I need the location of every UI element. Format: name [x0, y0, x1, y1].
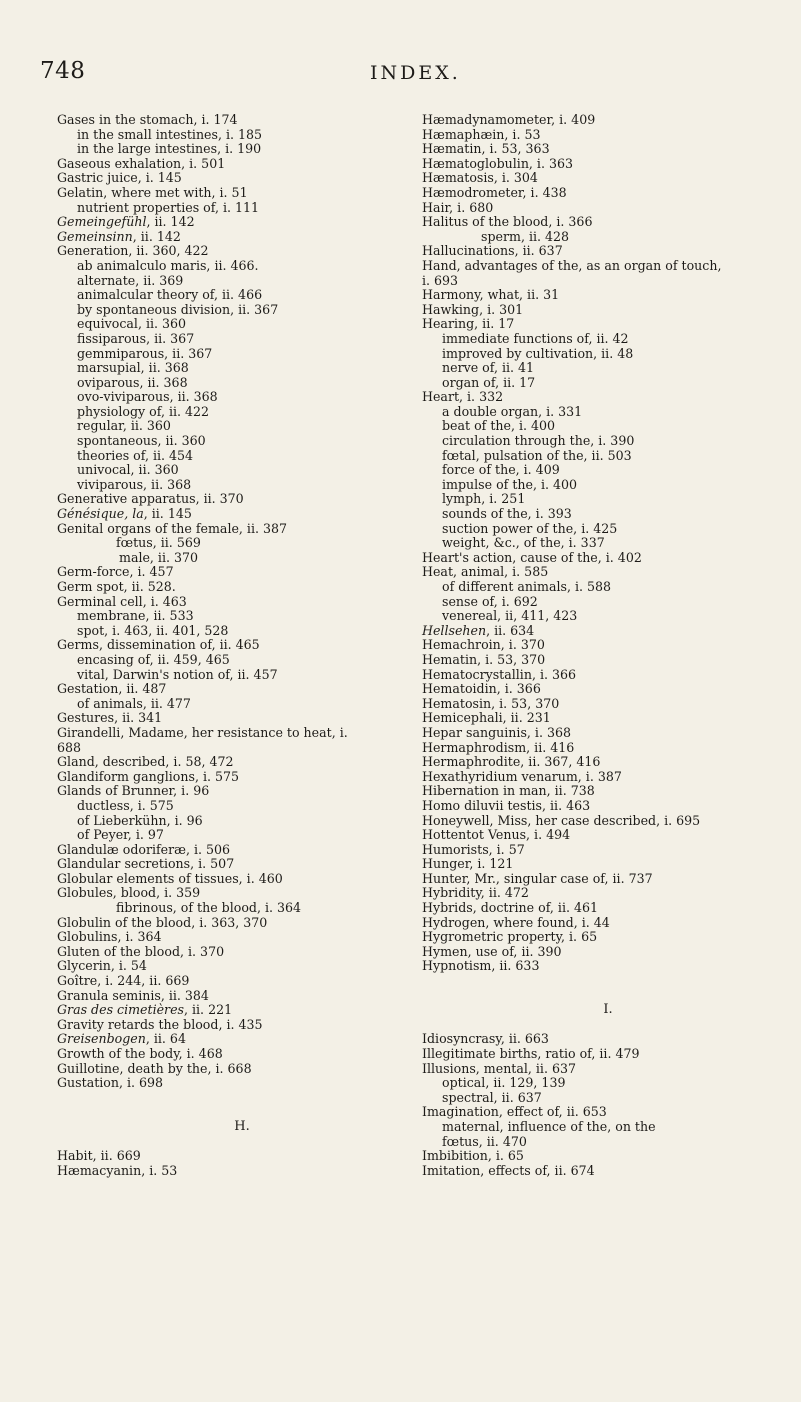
spacer	[57, 1091, 427, 1106]
index-subentry: venereal, ii, 411, 423	[442, 608, 578, 624]
index-entry: Hematocrystallin, i. 366	[422, 666, 577, 682]
index-subentry: of Peyer, i. 97	[77, 827, 164, 843]
index-entry: Génésique, la, ii. 145	[57, 506, 192, 522]
index-entry: Hymen, use of, ii. 390	[422, 943, 562, 959]
index-entry: Hibernation in man, ii. 738	[422, 783, 595, 799]
index-entry: Halitus of the blood, i. 366	[422, 214, 593, 230]
index-entry: Hermaphrodite, ii. 367, 416	[422, 754, 601, 770]
index-subentry: gemmiparous, ii. 367	[77, 345, 213, 361]
index-column-left	[57, 113, 427, 1178]
index-entry: Glycerin, i. 54	[57, 958, 147, 974]
index-entry: Gland, described, i. 58, 472	[57, 754, 234, 770]
index-entry: i. 693	[422, 272, 459, 288]
index-subentry: in the large intestines, i. 190	[77, 141, 262, 157]
index-subentry: marsupial, ii. 368	[77, 360, 189, 376]
index-entry: Gelatin, where met with, i. 51	[57, 184, 248, 200]
index-entry: Gestation, ii. 487	[57, 681, 167, 697]
italic-term: Greisenbogen	[57, 1031, 146, 1047]
section-letter: H.	[234, 1118, 250, 1134]
index-subentry: optical, ii. 129, 139	[442, 1075, 566, 1091]
index-subentry: sperm, ii. 428	[481, 228, 570, 244]
index-entry: Heart, i. 332	[422, 389, 504, 405]
index-entry: Hæmatoglobulin, i. 363	[422, 155, 574, 171]
index-entry: Germ-force, i. 457	[57, 564, 174, 580]
running-head: INDEX.	[370, 62, 461, 84]
page-header	[0, 58, 801, 98]
index-subentry: a double organ, i. 331	[442, 403, 583, 419]
index-entry: Globulins, i. 364	[57, 929, 162, 945]
index-entry: Gras des cimetières, ii. 221	[57, 1002, 233, 1018]
index-entry: Heat, animal, i. 585	[422, 564, 549, 580]
index-entry: Hæmodrometer, i. 438	[422, 184, 567, 200]
spacer	[57, 1135, 427, 1150]
index-subentry: sense of, i. 692	[442, 593, 538, 609]
index-entry: Harmony, what, ii. 31	[422, 287, 560, 303]
index-entry: Girandelli, Madame, her resistance to heat, i.	[57, 724, 348, 740]
index-entry: Imagination, effect of, ii. 653	[422, 1104, 607, 1120]
page-number: 748	[40, 58, 86, 84]
index-entry: Hermaphrodism, ii. 416	[422, 739, 575, 755]
index-entry: Gravity retards the blood, i. 435	[57, 1016, 263, 1032]
index-entry: Illegitimate births, ratio of, ii. 479	[422, 1046, 640, 1061]
index-subentry: by spontaneous division, ii. 367	[77, 301, 279, 317]
index-subentry: immediate functions of, ii. 42	[442, 330, 629, 346]
index-subentry: encasing of, ii. 459, 465	[77, 651, 230, 667]
index-entry: Gastric juice, i. 145	[57, 170, 182, 186]
index-subentry: regular, ii. 360	[77, 418, 171, 434]
index-entry: Habit, ii. 669	[57, 1148, 141, 1164]
index-entry: Gemeingefühl, ii. 142	[57, 214, 195, 230]
section-letter: I.	[603, 1002, 613, 1018]
index-entry: Hæmatosis, i. 304	[422, 170, 538, 186]
index-subentry: animalcular theory of, ii. 466	[77, 287, 263, 303]
index-subentry: fissiparous, ii. 367	[77, 330, 195, 346]
index-subentry: weight, &c., of the, i. 337	[442, 535, 605, 551]
index-entry: Growth of the body, i. 468	[57, 1046, 223, 1061]
index-entry: Glandular secretions, i. 507	[57, 856, 235, 872]
index-entry: Hybridity, ii. 472	[422, 885, 529, 901]
index-subentry: circulation through the, i. 390	[442, 433, 635, 449]
index-entry: Hematosin, i. 53, 370	[422, 695, 560, 711]
index-entry: Hexathyridium venarum, i. 387	[422, 768, 622, 784]
index-entry: Homo diluvii testis, ii. 463	[422, 797, 591, 813]
index-entry: Glands of Brunner, i. 96	[57, 783, 210, 799]
index-entry: Hypnotism, ii. 633	[422, 958, 540, 974]
index-entry: Hottentot Venus, i. 494	[422, 827, 571, 843]
index-subentry: physiology of, ii. 422	[77, 403, 210, 419]
index-column-right	[422, 113, 794, 1178]
index-subentry: beat of the, i. 400	[442, 418, 556, 434]
index-subentry: ab animalculo maris, ii. 466.	[77, 257, 259, 273]
index-entry: Hæmacyanin, i. 53	[57, 1162, 178, 1178]
index-entry: Goître, i. 244, ii. 669	[57, 973, 190, 989]
index-entry: Hæmaphæin, i. 53	[422, 126, 541, 142]
index-subentry: ductless, i. 575	[77, 797, 174, 813]
index-subentry: nutrient properties of, i. 111	[77, 199, 260, 215]
index-subentry: oviparous, ii. 368	[77, 374, 188, 390]
index-subentry: univocal, ii. 360	[77, 462, 179, 478]
index-subentry: maternal, influence of the, on the	[442, 1118, 656, 1134]
index-subentry: equivocal, ii. 360	[77, 316, 187, 332]
index-subentry: viviparous, ii. 368	[77, 476, 192, 492]
index-subentry: spot, i. 463, ii. 401, 528	[77, 622, 229, 638]
index-entry: Globular elements of tissues, i. 460	[57, 870, 283, 886]
italic-term: Gemeinsinn	[57, 228, 133, 244]
index-entry: Hemachroin, i. 370	[422, 637, 545, 653]
index-entry: Gustation, i. 698	[57, 1075, 164, 1091]
index-subentry: lymph, i. 251	[442, 491, 526, 507]
index-entry: Gaseous exhalation, i. 501	[57, 155, 226, 171]
index-subentry: improved by cultivation, ii. 48	[442, 345, 634, 361]
index-entry: Imitation, effects of, ii. 674	[422, 1162, 595, 1178]
index-entry: Heart's action, cause of the, i. 402	[422, 549, 642, 565]
index-entry: Hunter, Mr., singular case of, ii. 737	[422, 870, 653, 886]
index-entry: Glandulæ odoriferæ, i. 506	[57, 841, 231, 857]
spacer	[57, 1105, 427, 1120]
index-subentry: fœtus, ii. 569	[116, 535, 201, 551]
index-subentry: force of the, i. 409	[442, 462, 560, 478]
index-entry: Hand, advantages of the, as an organ of touch,	[422, 257, 722, 273]
index-entry: Gemeinsinn, ii. 142	[57, 228, 181, 244]
spacer	[422, 974, 794, 989]
index-entry: Hygrometric property, i. 65	[422, 929, 598, 945]
index-entry: Globules, blood, i. 359	[57, 885, 201, 901]
italic-term: Gemeingefühl	[57, 214, 147, 230]
index-entry: Germs, dissemination of, ii. 465	[57, 637, 260, 653]
index-entry: Hybrids, doctrine of, ii. 461	[422, 900, 599, 916]
index-entry: Hawking, i. 301	[422, 301, 524, 317]
index-subentry: of Lieberkühn, i. 96	[77, 812, 203, 828]
index-entry: Hunger, i. 121	[422, 856, 514, 872]
index-entry: Hydrogen, where found, i. 44	[422, 914, 610, 930]
index-subentry: fibrinous, of the blood, i. 364	[116, 900, 302, 916]
italic-term: Gras des cimetières	[57, 1002, 184, 1018]
index-subentry: sounds of the, i. 393	[442, 506, 572, 522]
index-entry: Gases in the stomach, i. 174	[57, 112, 238, 127]
index-entry: Imbibition, i. 65	[422, 1148, 524, 1164]
index-entry: 688	[57, 739, 82, 755]
index-entry: Hearing, ii. 17	[422, 316, 515, 332]
index-subentry: organ of, ii. 17	[442, 374, 536, 390]
index-entry: Hepar sanguinis, i. 368	[422, 724, 571, 740]
index-entry: Honeywell, Miss, her case described, i. 695	[422, 812, 701, 828]
index-entry: Hematoidin, i. 366	[422, 681, 541, 697]
italic-term: Hellsehen	[422, 622, 487, 638]
index-subentry: spectral, ii. 637	[442, 1089, 542, 1105]
index-entry: Granula seminis, ii. 384	[57, 987, 209, 1003]
index-subentry: membrane, ii. 533	[77, 608, 194, 624]
index-entry: Generation, ii. 360, 422	[57, 243, 209, 259]
index-entry: Hellsehen, ii. 634	[422, 622, 535, 638]
index-subentry: in the small intestines, i. 185	[77, 126, 263, 142]
index-entry: Gestures, ii. 341	[57, 710, 163, 726]
spacer	[422, 989, 794, 1004]
index-entry: Glandiform ganglions, i. 575	[57, 768, 240, 784]
index-entry: Illusions, mental, ii. 637	[422, 1060, 577, 1076]
index-entry: Hallucinations, ii. 637	[422, 243, 563, 259]
index-subentry: male, ii. 370	[119, 549, 199, 565]
index-subentry: of animals, ii. 477	[77, 695, 191, 711]
index-subentry: ovo-viviparous, ii. 368	[77, 389, 218, 405]
index-entry: Genital organs of the female, ii. 387	[57, 520, 288, 536]
index-subentry: fœtal, pulsation of the, ii. 503	[442, 447, 632, 463]
index-entry: Hair, i. 680	[422, 199, 494, 215]
index-entry: Globulin of the blood, i. 363, 370	[57, 914, 268, 930]
index-entry: Hematin, i. 53, 370	[422, 651, 546, 667]
index-entry: Hæmadynamometer, i. 409	[422, 112, 596, 127]
index-subentry: of different animals, i. 588	[442, 579, 612, 594]
index-entry: Generative apparatus, ii. 370	[57, 491, 244, 507]
index-entry: Germinal cell, i. 463	[57, 593, 187, 609]
index-entry: Humorists, i. 57	[422, 841, 525, 857]
index-entry: Germ spot, ii. 528.	[57, 579, 176, 594]
italic-term: Génésique, la	[57, 506, 144, 522]
index-entry: Gluten of the blood, i. 370	[57, 943, 225, 959]
index-subentry: suction power of the, i. 425	[442, 520, 618, 536]
spacer	[422, 1018, 794, 1033]
index-subentry: theories of, ii. 454	[77, 447, 194, 463]
index-subentry: vital, Darwin's notion of, ii. 457	[77, 666, 278, 682]
index-subentry: nerve of, ii. 41	[442, 360, 535, 376]
index-subentry: impulse of the, i. 400	[442, 476, 578, 492]
index-entry: Guillotine, death by the, i. 668	[57, 1060, 252, 1076]
index-subentry: fœtus, ii. 470	[442, 1133, 527, 1149]
index-subentry: spontaneous, ii. 360	[77, 433, 206, 449]
index-entry: Hæmatin, i. 53, 363	[422, 141, 550, 157]
index-entry: Idiosyncrasy, ii. 663	[422, 1031, 549, 1047]
index-subentry: alternate, ii. 369	[77, 272, 184, 288]
index-entry: Greisenbogen, ii. 64	[57, 1031, 186, 1047]
index-entry: Hemicephali, ii. 231	[422, 710, 551, 726]
